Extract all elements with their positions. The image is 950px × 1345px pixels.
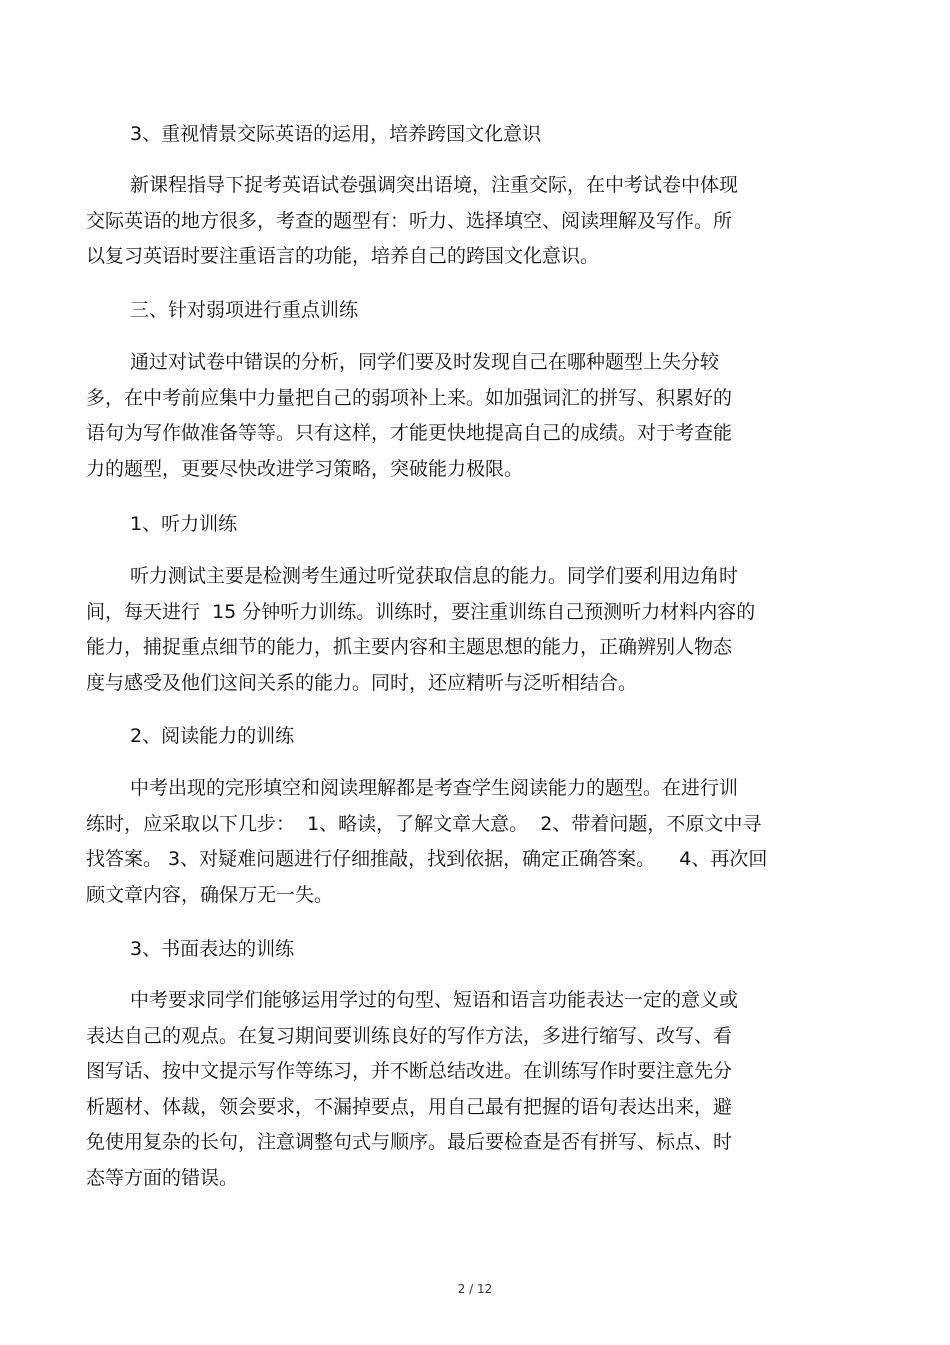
paragraph-line: 表达自己的观点。在复习期间要训练良好的写作方法，多进行缩写、改写、看 <box>86 1024 733 1047</box>
paragraph-line: 通过对试卷中错误的分析，同学们要及时发现自己在哪种题型上失分较 <box>130 351 720 373</box>
paragraph-line: 度与感受及他们这间关系的能力。同时，还应精听与泛听相结合。 <box>86 671 638 694</box>
paragraph-line: 中考要求同学们能够运用学过的句型、短语和语言功能表达一定的意义或 <box>130 989 739 1011</box>
paragraph-line: 交际英语的地方很多，考查的题型有：听力、选择填空、阅读理解及写作。所 <box>86 209 733 232</box>
paragraph-writing <box>86 983 846 1196</box>
paragraph-line: 力的题型，更要尽快改进学习策略，突破能力极限。 <box>86 457 524 480</box>
paragraph-line: 析题材、体裁，领会要求，不漏掉要点，用自己最有把握的语句表达出来，避 <box>86 1095 733 1118</box>
paragraph-line: 顾文章内容，确保万无一失。 <box>86 883 334 906</box>
paragraph-line: 以复习英语时要注重语言的功能，培养自己的跨国文化意识。 <box>86 245 600 267</box>
paragraph-reading <box>86 771 846 913</box>
paragraph-line: 图写话、按中文提示写作等练习，并不断总结改进。在训练写作时要注意先分 <box>86 1060 733 1082</box>
paragraph-line: 语句为写作做准备等等。只有这样，才能更快地提高自己的成绩。对于考查能 <box>86 422 733 444</box>
section-heading-writing: 3、书面表达的训练 <box>130 938 295 960</box>
paragraph-line: 听力测试主要是检测考生通过听觉获取信息的能力。同学们要利用边角时 <box>130 565 739 587</box>
section-heading-listening: 1、听力训练 <box>130 513 238 535</box>
page-number: 2 / 12 <box>457 1282 493 1296</box>
paragraph-listening <box>86 559 846 701</box>
paragraph-line: 态等方面的错误。 <box>86 1166 239 1189</box>
paragraph-line: 练时，应采取以下几步： 1、略读，了解文章大意。 2、带着问题，不原文中寻 <box>86 812 762 835</box>
paragraph-line: 能力，捕捉重点细节的能力，抓主要内容和主题思想的能力，正确辨别人物态 <box>86 636 733 658</box>
paragraph-line: 免使用复杂的长句，注意调整句式与顺序。最后要检查是否有拼写、标点、时 <box>86 1131 733 1153</box>
paragraph-line: 新课程指导下捉考英语试卷强调突出语境，注重交际，在中考试卷中体现 <box>130 174 739 196</box>
paragraph-weak-points <box>86 345 846 487</box>
section-heading-reading: 2、阅读能力的训练 <box>130 725 295 747</box>
section-heading-weak-points: 三、针对弱项进行重点训练 <box>130 299 359 321</box>
paragraph-line: 找答案。 3、对疑难问题进行仔细推敲，找到依据，确定正确答案。 4、再次回 <box>86 848 768 870</box>
paragraph-cross-cultural <box>86 168 846 275</box>
paragraph-line: 中考出现的完形填空和阅读理解都是考查学生阅读能力的题型。在进行训 <box>130 777 739 799</box>
paragraph-line: 多，在中考前应集中力量把自己的弱项补上来。如加强词汇的拼写、积累好的 <box>86 386 733 409</box>
paragraph-line: 间，每天进行 15 分钟听力训练。训练时，要注重训练自己预测听力材料内容的 <box>86 600 756 623</box>
section-heading-cross-cultural: 3、重视情景交际英语的运用，培养跨国文化意识 <box>130 123 542 145</box>
